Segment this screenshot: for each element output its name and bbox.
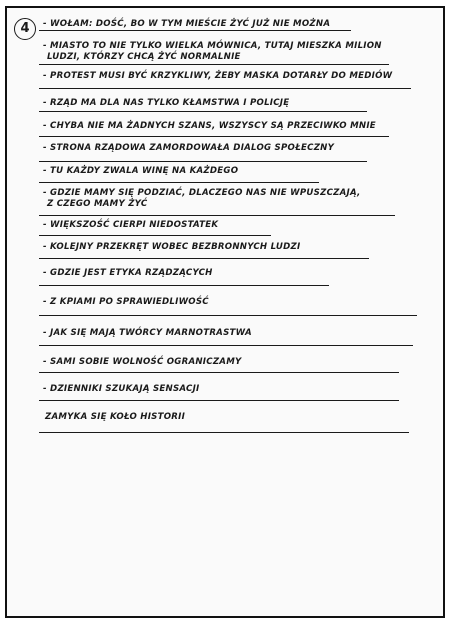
entry-text: - PROTEST MUSI BYĆ KRZYKLIWY, ŻEBY MASKA DOTARŁY DO MEDIÓW (43, 71, 393, 81)
underline-rule (39, 432, 409, 433)
entry-text: - MIASTO TO NIE TYLKO WIELKA MÓWNICA, TUTAJ MIESZKA MILION (43, 41, 382, 51)
entry-text: - CHYBA NIE MA ŻADNYCH SZANS, WSZYSCY SĄ PRZECIWKO MNIE (43, 121, 376, 131)
entry-text: - GDZIE MAMY SIĘ PODZIAĆ, DLACZEGO NAS NIE WPUSZCZAJĄ, (43, 188, 361, 198)
entry-text: - STRONA RZĄDOWA ZAMORDOWAŁA DIALOG SPOŁECZNY (43, 143, 335, 153)
entry-text: - WOŁAM: DOŚĆ, BO W TYM MIEŚCIE ŻYĆ JUŻ NIE MOŻNA (43, 19, 331, 29)
entry-text: - Z KPIAMI PO SPRAWIEDLIWOŚĆ (43, 297, 209, 307)
underline-rule (39, 345, 413, 346)
entry-text: - RZĄD MA DLA NAS TYLKO KŁAMSTWA I POLICJĘ (43, 98, 290, 108)
entry-text: Z CZEGO MAMY ŻYĆ (47, 199, 148, 209)
page-number-circle: 4 (14, 18, 36, 40)
underline-rule (39, 64, 389, 65)
underline-rule (39, 235, 271, 236)
underline-rule (39, 315, 417, 316)
entry-text: - DZIENNIKI SZUKAJĄ SENSACJI (43, 384, 200, 394)
entry-text: LUDZI, KTÓRZY CHCĄ ŻYĆ NORMALNIE (47, 52, 241, 62)
underline-rule (39, 215, 395, 216)
entry-text: - GDZIE JEST ETYKA RZĄDZĄCYCH (43, 268, 213, 278)
entry-text: - KOLEJNY PRZEKRĘT WOBEC BEZBRONNYCH LUDZI (43, 242, 301, 252)
underline-rule (39, 136, 389, 137)
underline-rule (39, 400, 399, 401)
underline-rule (39, 88, 411, 89)
underline-rule (39, 372, 399, 373)
underline-rule (39, 182, 319, 183)
entry-text: - WIĘKSZOŚĆ CIERPI NIEDOSTATEK (43, 220, 219, 230)
handwritten-page (5, 6, 445, 618)
underline-rule (39, 111, 367, 112)
entry-text: ZAMYKA SIĘ KOŁO HISTORII (45, 412, 186, 422)
entry-text: - SAMI SOBIE WOLNOŚĆ OGRANICZAMY (43, 357, 242, 367)
entry-text: - JAK SIĘ MAJĄ TWÓRCY MARNOTRASTWA (43, 328, 252, 338)
underline-rule (39, 161, 367, 162)
underline-rule (39, 285, 329, 286)
entry-text: - TU KAŻDY ZWALA WINĘ NA KAŻDEGO (43, 166, 239, 176)
underline-rule (39, 30, 351, 31)
underline-rule (39, 258, 369, 259)
